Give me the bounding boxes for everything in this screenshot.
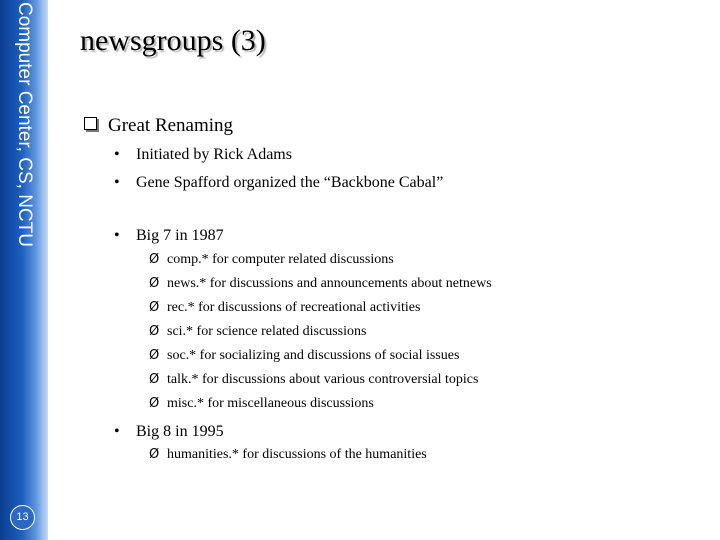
bullet-text: Big 7 in 1987	[136, 227, 224, 244]
arrow-bullet-icon: Ø	[149, 447, 160, 462]
sidebar-title: Computer Center, CS, NCTU	[14, 2, 35, 247]
arrow-bullet-icon: Ø	[149, 348, 160, 363]
page-number-badge: 13	[10, 505, 35, 530]
list-item	[149, 324, 366, 340]
arrow-bullet-icon: Ø	[149, 396, 160, 411]
list-item	[149, 348, 459, 364]
list-item	[149, 447, 427, 463]
bullet-great-renaming	[84, 115, 233, 137]
slide-title: newsgroups (3)	[80, 24, 266, 57]
dot-bullet: •	[114, 227, 120, 244]
dot-bullet: •	[114, 423, 120, 440]
square-bullet-icon	[84, 117, 97, 130]
list-item	[149, 396, 374, 412]
arrow-bullet-icon: Ø	[149, 372, 160, 387]
item-text: comp.* for computer related discussions	[167, 252, 394, 267]
arrow-bullet-icon: Ø	[149, 252, 160, 267]
dot-bullet: •	[114, 146, 120, 163]
bullet-big7	[114, 227, 224, 245]
item-text: misc.* for miscellaneous discussions	[167, 396, 374, 411]
item-text: rec.* for discussions of recreational activities	[167, 300, 421, 315]
bullet-spafford	[114, 174, 443, 192]
list-item	[149, 276, 492, 292]
item-text: sci.* for science related discussions	[167, 324, 367, 339]
arrow-bullet-icon: Ø	[149, 276, 160, 291]
item-text: humanities.* for discussions of the humanities	[167, 447, 427, 462]
sidebar-band	[0, 0, 48, 540]
bullet-text: Big 8 in 1995	[136, 423, 224, 440]
arrow-bullet-icon: Ø	[149, 324, 160, 339]
bullet-initiated	[114, 146, 292, 164]
item-text: news.* for discussions and announcements about netnews	[167, 276, 492, 291]
bullet-text: Initiated by Rick Adams	[136, 146, 292, 163]
dot-bullet: •	[114, 174, 120, 191]
bullet-text: Gene Spafford organized the “Backbone Cabal”	[136, 174, 444, 191]
item-text: soc.* for socializing and discussions of social issues	[167, 348, 460, 363]
bullet-big8	[114, 423, 224, 441]
list-item	[149, 252, 394, 268]
list-item	[149, 372, 478, 388]
list-item	[149, 300, 420, 316]
bullet-text: Great Renaming	[108, 115, 234, 136]
arrow-bullet-icon: Ø	[149, 300, 160, 315]
item-text: talk.* for discussions about various controversial topics	[167, 372, 479, 387]
